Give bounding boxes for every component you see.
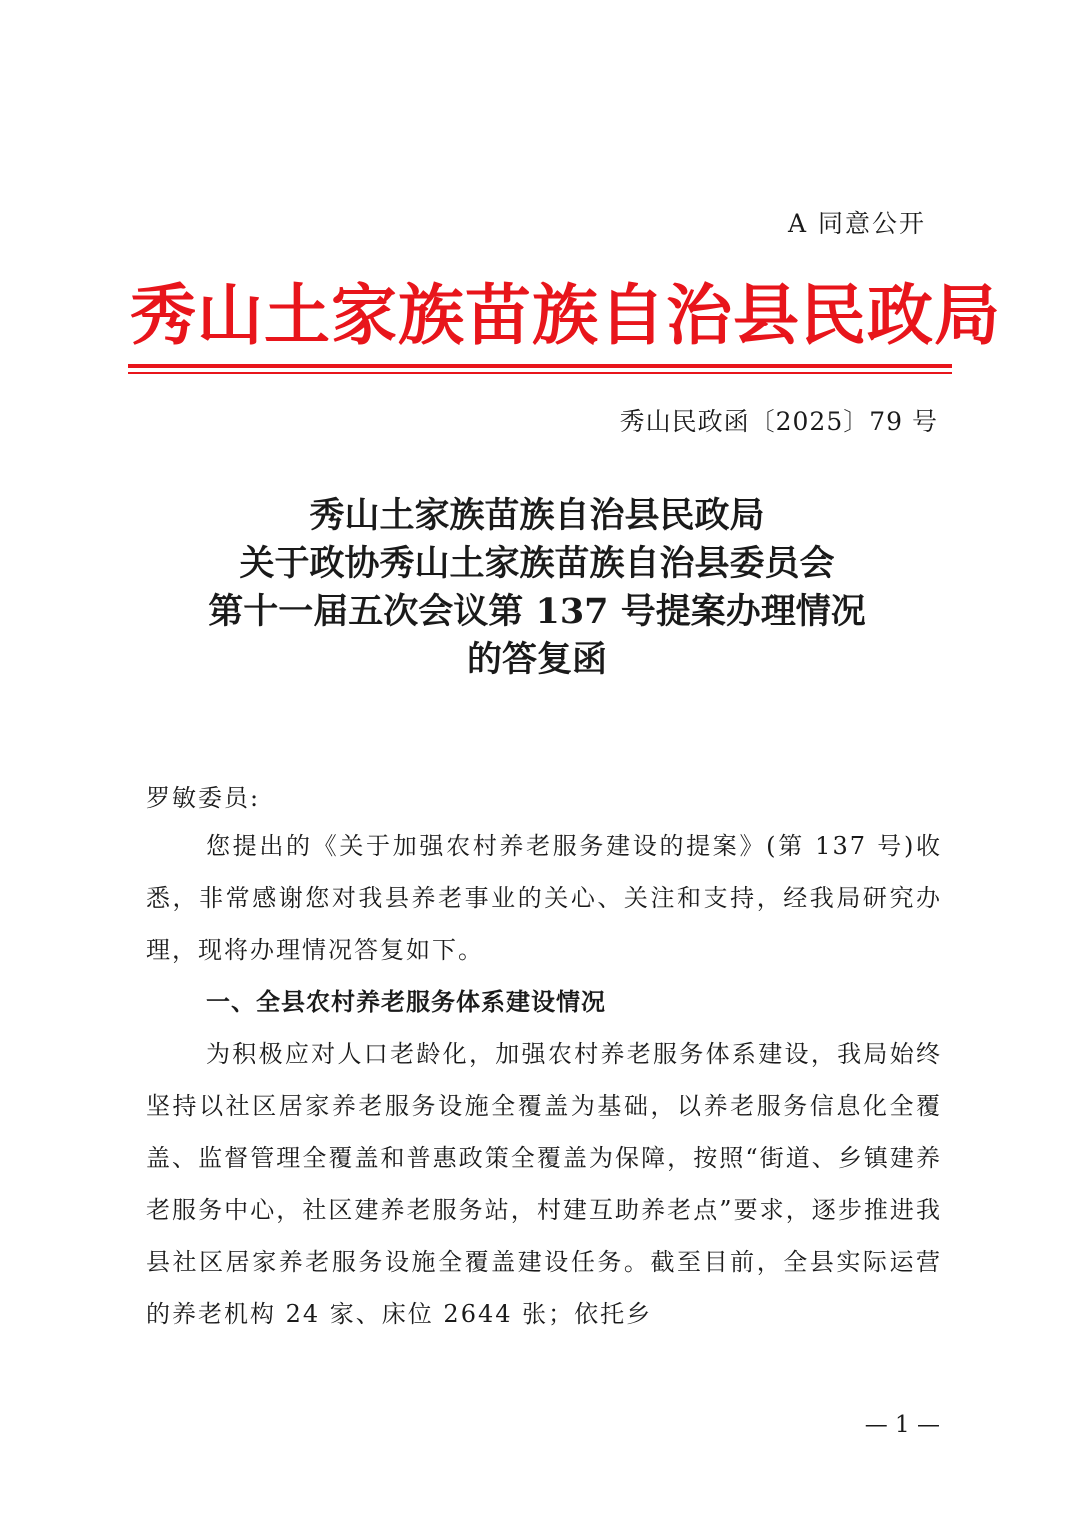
document-number: 秀山民政函〔2025〕79 号 <box>619 407 938 436</box>
document-title <box>137 492 937 684</box>
letterhead-org-name: 秀山土家族苗族自治县民政局 <box>130 276 1001 354</box>
letterhead-divider-thick <box>128 364 952 368</box>
page-number: — 1 — <box>864 1412 940 1438</box>
salutation: 罗敏委员: <box>146 784 261 812</box>
body-paragraph: 您提出的《关于加强农村养老服务建设的提案》(第 137 号)收悉，非常感谢您对我县养老事业的关心、关注和支持，经我局研究办理，现将办理情况答复如下。 <box>146 832 942 964</box>
body-paragraph: 为积极应对人口老龄化，加强农村养老服务体系建设，我局始终坚持以社区居家养老服务设施全覆盖为基础，以养老服务信息化全覆盖、监督管理全覆盖和普惠政策全覆盖为保障，按照“街道、乡镇建养老服务中心，社区建养老服务站，村建互助养老点”要求，逐步推进我县社区居家养老服务设施全覆盖建设任务。截至目前，全县实际运营的养老机构 24 家、床位 2644 张；依托乡 <box>146 1040 942 1328</box>
title-line: 秀山土家族苗族自治县民政局 <box>309 495 765 536</box>
title-line: 第十一届五次会议第 137 号提案办理情况 <box>208 591 866 632</box>
disclosure-label: A 同意公开 <box>787 209 926 238</box>
section-heading: 一、全县农村养老服务体系建设情况 <box>206 988 606 1016</box>
letterhead-divider-thin <box>128 372 952 374</box>
title-line: 关于政协秀山土家族苗族自治县委员会 <box>239 543 835 584</box>
title-line: 的答复函 <box>466 639 607 680</box>
